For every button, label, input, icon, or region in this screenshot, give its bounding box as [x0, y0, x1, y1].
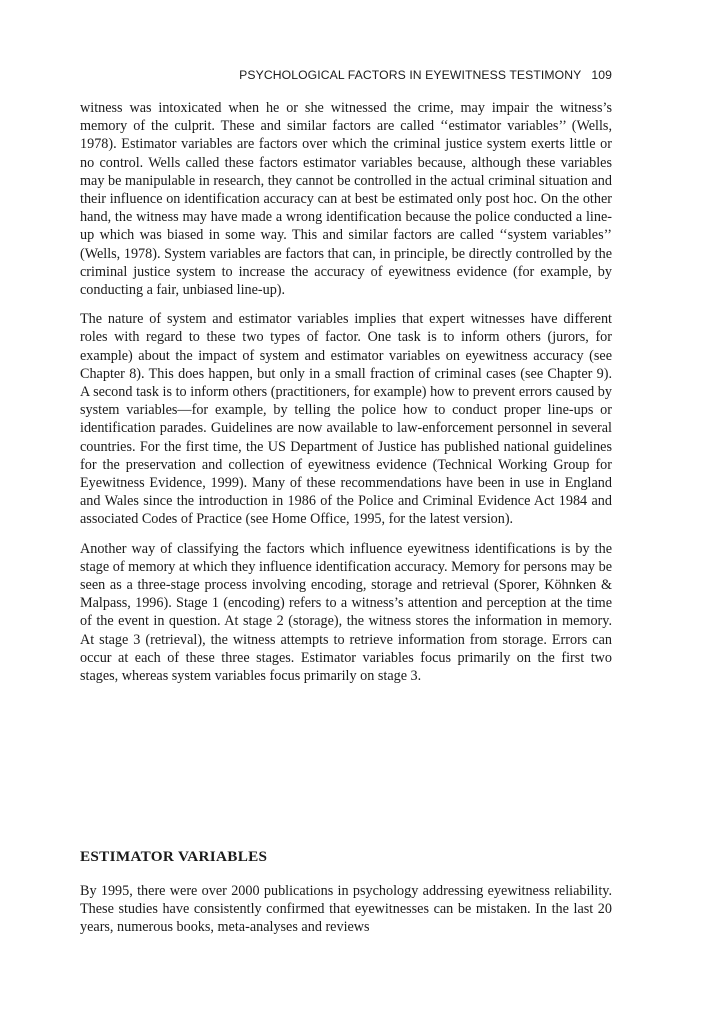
section-heading: ESTIMATOR VARIABLES	[80, 848, 268, 865]
body-text	[80, 99, 612, 696]
running-title: PSYCHOLOGICAL FACTORS IN EYEWITNESS TESTIMONY	[239, 68, 582, 82]
paragraph-2: The nature of system and estimator variables implies that expert witnesses have different roles with regard to these two types of factor. One task is to inform others (jurors, for example) about the impact of system and estimator variables on eyewitness accuracy (see Chapter 8). This does happen, but only in a small fraction of criminal cases (see Chapter 9). A second task is to inform others (practitioners, for example) how to prevent errors caused by system variables—for example, by telling the police how to conduct proper line-ups or identification parades. Guidelines are now available to law-enforcement personnel in several countries. For the first time, the US Department of Justice has published national guidelines for the preservation and collection of eyewitness evidence (Technical Working Group for Eyewitness Evidence, 1999). Many of these recommendations have been in use in England and Wales since the introduction in 1986 of the Police and Criminal Evidence Act 1984 and associated Codes of Practice (see Home Office, 1995, for the latest version).	[80, 311, 612, 528]
running-header	[80, 68, 612, 82]
page-number: 109	[591, 68, 612, 82]
section-paragraph-1: By 1995, there were over 2000 publications in psychology addressing eyewitness reliability. These studies have consistently confirmed that eyewitnesses can be mistaken. In the last 20 years, numerous books, meta-analyses and reviews	[80, 883, 612, 936]
paragraph-1: witness was intoxicated when he or she witnessed the crime, may impair the witness’s memory of the culprit. These and similar factors are called ‘‘estimator variables’’ (Wells, 1978). Estimator variables are factors over which the criminal justice system exerts little or no control. Wells called these factors estimator variables because, although these variables may be manipulable in research, they cannot be controlled in the actual criminal situation and their influence on identification accuracy can at best be estimated only post hoc. On the other hand, the witness may have made a wrong identification because the police conducted a line-up which was biased in some way. This and similar factors are called ‘‘system variables’’ (Wells, 1978). System variables are factors that can, in principle, be directly controlled by the criminal justice system to increase the accuracy of eyewitness evidence (for example, by conducting a fair, unbiased line-up).	[80, 100, 612, 299]
paragraph-3: Another way of classifying the factors which influence eyewitness identifications is by the stage of memory at which they influence identification accuracy. Memory for persons may be seen as a three-stage process involving encoding, storage and retrieval (Sporer, Köhnken & Malpass, 1996). Stage 1 (encoding) refers to a witness’s attention and perception at the time of the event in question. At stage 2 (storage), the witness stores the information in memory. At stage 3 (retrieval), the witness attempts to retrieve information from storage. Errors can occur at each of these three stages. Estimator variables focus primarily on the first two stages, whereas system variables focus primarily on stage 3.	[80, 540, 612, 685]
section-body	[80, 882, 612, 937]
